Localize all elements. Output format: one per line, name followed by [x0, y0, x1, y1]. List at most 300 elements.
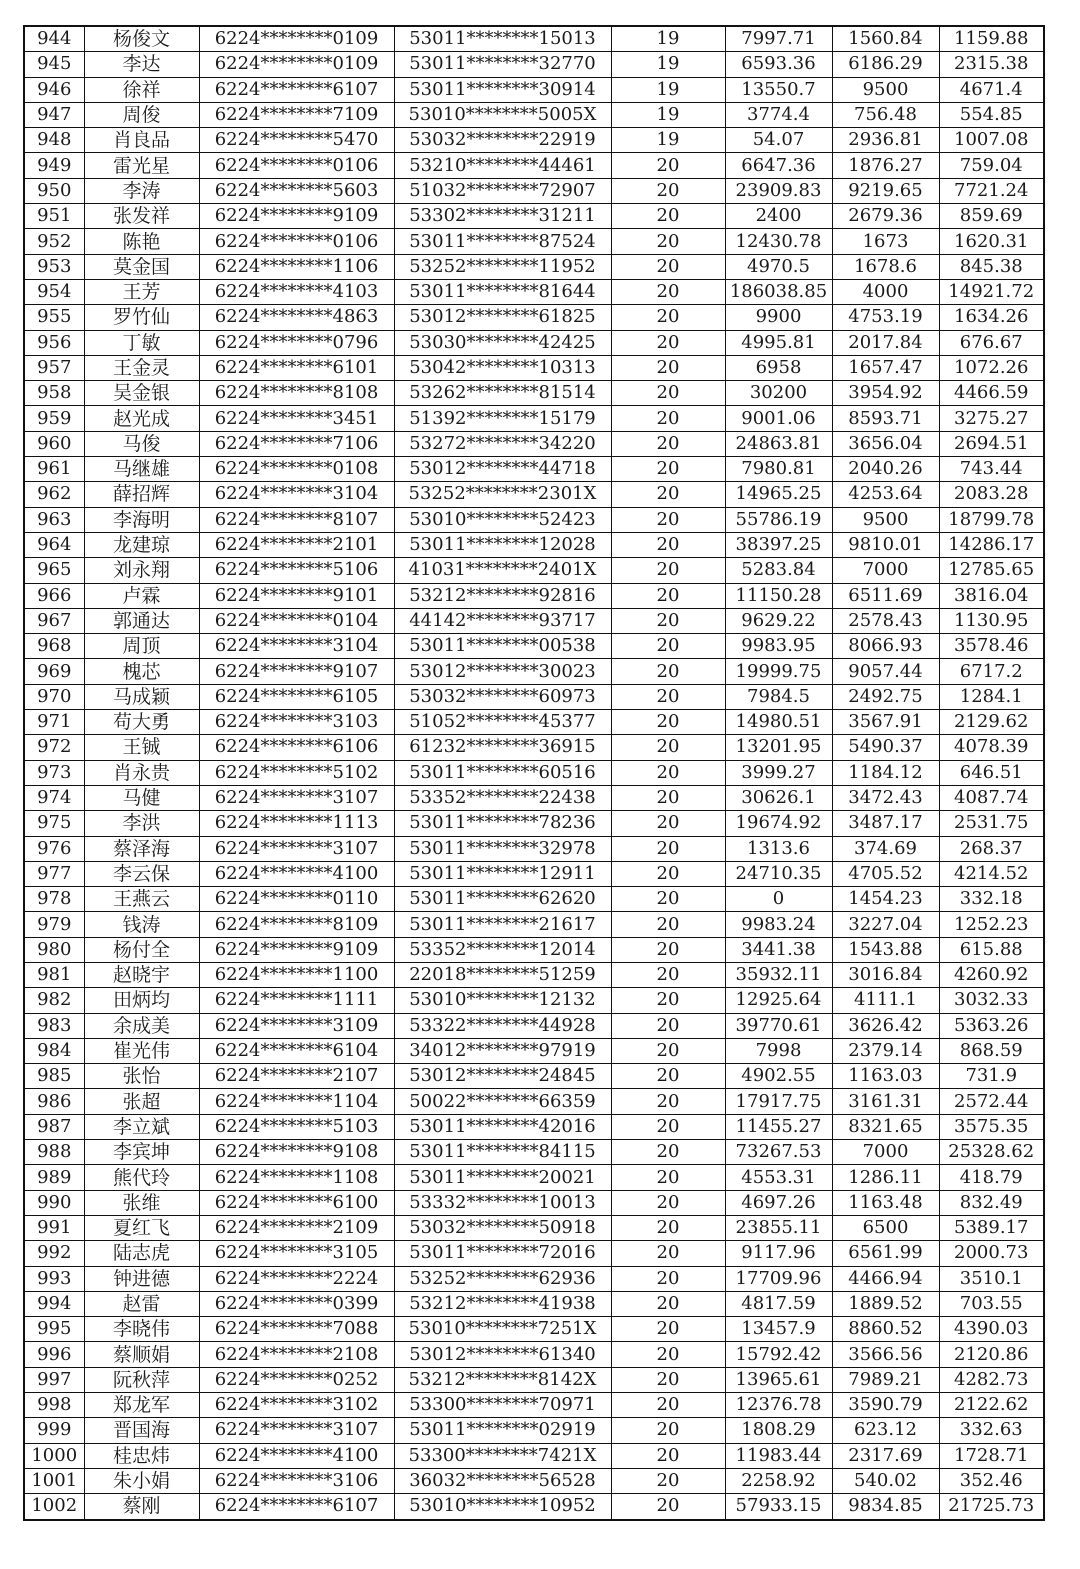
cell-count: 20: [611, 1165, 725, 1190]
cell-amount-1: 35932.11: [725, 962, 832, 987]
cell-id-number: 53032********50918: [394, 1215, 611, 1240]
cell-amount-3: 554.85: [939, 102, 1044, 127]
cell-name: 桂忠炜: [84, 1443, 199, 1468]
cell-amount-2: 3590.79: [832, 1393, 939, 1418]
cell-name: 阮秋萍: [84, 1367, 199, 1392]
cell-id-number: 53252********2301X: [394, 482, 611, 507]
cell-count: 20: [611, 355, 725, 380]
cell-row-number: 968: [24, 634, 84, 659]
cell-amount-1: 4902.55: [725, 1064, 832, 1089]
table-row: [24, 811, 1044, 836]
cell-amount-3: 3032.33: [939, 988, 1044, 1013]
table-row: [24, 1418, 1044, 1443]
cell-amount-3: 5363.26: [939, 1013, 1044, 1038]
cell-amount-1: 11150.28: [725, 583, 832, 608]
cell-amount-1: 9983.95: [725, 634, 832, 659]
cell-amount-1: 14980.51: [725, 710, 832, 735]
cell-name: 苟大勇: [84, 710, 199, 735]
cell-count: 20: [611, 330, 725, 355]
cell-count: 20: [611, 887, 725, 912]
cell-row-number: 946: [24, 77, 84, 102]
cell-amount-2: 1184.12: [832, 760, 939, 785]
cell-count: 20: [611, 229, 725, 254]
cell-amount-3: 4282.73: [939, 1367, 1044, 1392]
cell-count: 20: [611, 1013, 725, 1038]
cell-bank-card: 6224********3107: [199, 1418, 394, 1443]
cell-bank-card: 6224********4103: [199, 279, 394, 304]
cell-amount-3: 859.69: [939, 204, 1044, 229]
cell-id-number: 51052********45377: [394, 710, 611, 735]
cell-amount-2: 374.69: [832, 836, 939, 861]
cell-amount-1: 38397.25: [725, 532, 832, 557]
cell-amount-1: 57933.15: [725, 1494, 832, 1520]
cell-id-number: 53030********42425: [394, 330, 611, 355]
cell-id-number: 51032********72907: [394, 178, 611, 203]
cell-id-number: 53011********15013: [394, 26, 611, 52]
cell-bank-card: 6224********7109: [199, 102, 394, 127]
cell-bank-card: 6224********6100: [199, 1190, 394, 1215]
cell-amount-2: 9219.65: [832, 178, 939, 203]
cell-row-number: 980: [24, 937, 84, 962]
cell-amount-2: 1560.84: [832, 26, 939, 52]
cell-name: 崔光伟: [84, 1038, 199, 1063]
cell-amount-3: 1072.26: [939, 355, 1044, 380]
cell-bank-card: 6224********9109: [199, 204, 394, 229]
cell-count: 20: [611, 178, 725, 203]
cell-id-number: 53012********44718: [394, 457, 611, 482]
cell-amount-3: 1007.08: [939, 128, 1044, 153]
cell-amount-3: 25328.62: [939, 1140, 1044, 1165]
cell-id-number: 53032********60973: [394, 684, 611, 709]
cell-name: 李云保: [84, 861, 199, 886]
cell-amount-1: 11455.27: [725, 1114, 832, 1139]
cell-amount-2: 8321.65: [832, 1114, 939, 1139]
cell-amount-2: 5490.37: [832, 735, 939, 760]
cell-row-number: 997: [24, 1367, 84, 1392]
cell-bank-card: 6224********3102: [199, 1393, 394, 1418]
cell-bank-card: 6224********5102: [199, 760, 394, 785]
cell-amount-1: 23855.11: [725, 1215, 832, 1240]
cell-count: 20: [611, 1215, 725, 1240]
cell-name: 肖永贵: [84, 760, 199, 785]
cell-amount-3: 14921.72: [939, 279, 1044, 304]
cell-bank-card: 6224********1104: [199, 1089, 394, 1114]
cell-amount-1: 4817.59: [725, 1291, 832, 1316]
cell-amount-2: 4753.19: [832, 305, 939, 330]
cell-amount-2: 3487.17: [832, 811, 939, 836]
cell-amount-1: 24863.81: [725, 431, 832, 456]
cell-amount-3: 3816.04: [939, 583, 1044, 608]
table-row: [24, 735, 1044, 760]
table-row: [24, 710, 1044, 735]
cell-amount-1: 54.07: [725, 128, 832, 153]
cell-amount-3: 3275.27: [939, 406, 1044, 431]
cell-id-number: 53011********81644: [394, 279, 611, 304]
cell-amount-3: 845.38: [939, 254, 1044, 279]
cell-amount-1: 5283.84: [725, 558, 832, 583]
cell-amount-2: 1543.88: [832, 937, 939, 962]
cell-amount-3: 2129.62: [939, 710, 1044, 735]
cell-name: 杨俊文: [84, 26, 199, 52]
table-row: [24, 1393, 1044, 1418]
cell-amount-3: 1634.26: [939, 305, 1044, 330]
cell-amount-3: 4078.39: [939, 735, 1044, 760]
cell-amount-2: 8860.52: [832, 1317, 939, 1342]
cell-id-number: 53352********22438: [394, 785, 611, 810]
cell-id-number: 53011********00538: [394, 634, 611, 659]
cell-name: 卢霖: [84, 583, 199, 608]
cell-name: 周俊: [84, 102, 199, 127]
cell-id-number: 53011********78236: [394, 811, 611, 836]
cell-bank-card: 6224********8108: [199, 381, 394, 406]
cell-amount-3: 703.55: [939, 1291, 1044, 1316]
cell-id-number: 53012********24845: [394, 1064, 611, 1089]
cell-amount-1: 7984.5: [725, 684, 832, 709]
cell-amount-3: 4466.59: [939, 381, 1044, 406]
cell-amount-2: 9834.85: [832, 1494, 939, 1520]
cell-amount-3: 2122.62: [939, 1393, 1044, 1418]
cell-id-number: 53042********10313: [394, 355, 611, 380]
cell-amount-2: 3656.04: [832, 431, 939, 456]
cell-amount-3: 7721.24: [939, 178, 1044, 203]
cell-bank-card: 6224********9108: [199, 1140, 394, 1165]
table-row: [24, 887, 1044, 912]
table-row: [24, 1443, 1044, 1468]
cell-bank-card: 6224********3107: [199, 836, 394, 861]
cell-amount-1: 6593.36: [725, 52, 832, 77]
cell-bank-card: 6224********2224: [199, 1266, 394, 1291]
cell-amount-1: 2400: [725, 204, 832, 229]
cell-name: 夏红飞: [84, 1215, 199, 1240]
cell-row-number: 947: [24, 102, 84, 127]
cell-name: 李达: [84, 52, 199, 77]
cell-id-number: 53212********41938: [394, 1291, 611, 1316]
cell-count: 20: [611, 381, 725, 406]
table-row: [24, 1241, 1044, 1266]
table-row: [24, 1038, 1044, 1063]
cell-row-number: 982: [24, 988, 84, 1013]
cell-amount-2: 4000: [832, 279, 939, 304]
cell-id-number: 53032********22919: [394, 128, 611, 153]
cell-amount-3: 743.44: [939, 457, 1044, 482]
cell-amount-2: 7989.21: [832, 1367, 939, 1392]
cell-amount-2: 1163.48: [832, 1190, 939, 1215]
cell-id-number: 53011********12911: [394, 861, 611, 886]
cell-bank-card: 6224********2107: [199, 1064, 394, 1089]
cell-row-number: 977: [24, 861, 84, 886]
cell-bank-card: 6224********8107: [199, 507, 394, 532]
cell-amount-1: 0: [725, 887, 832, 912]
cell-count: 20: [611, 1190, 725, 1215]
cell-row-number: 949: [24, 153, 84, 178]
cell-amount-1: 14965.25: [725, 482, 832, 507]
cell-id-number: 53010********52423: [394, 507, 611, 532]
cell-amount-3: 4390.03: [939, 1317, 1044, 1342]
cell-count: 20: [611, 204, 725, 229]
cell-row-number: 978: [24, 887, 84, 912]
cell-bank-card: 6224********2101: [199, 532, 394, 557]
cell-amount-1: 13201.95: [725, 735, 832, 760]
cell-id-number: 36032********56528: [394, 1468, 611, 1493]
cell-id-number: 53322********44928: [394, 1013, 611, 1038]
cell-id-number: 53352********12014: [394, 937, 611, 962]
cell-bank-card: 6224********3104: [199, 634, 394, 659]
cell-count: 20: [611, 406, 725, 431]
cell-bank-card: 6224********9109: [199, 937, 394, 962]
cell-amount-3: 646.51: [939, 760, 1044, 785]
cell-amount-2: 7000: [832, 1140, 939, 1165]
cell-name: 王金灵: [84, 355, 199, 380]
cell-bank-card: 6224********1100: [199, 962, 394, 987]
cell-amount-1: 6958: [725, 355, 832, 380]
cell-amount-1: 3774.4: [725, 102, 832, 127]
cell-bank-card: 6224********2109: [199, 1215, 394, 1240]
cell-amount-2: 623.12: [832, 1418, 939, 1443]
cell-count: 20: [611, 305, 725, 330]
cell-amount-3: 4214.52: [939, 861, 1044, 886]
cell-name: 莫金国: [84, 254, 199, 279]
cell-amount-1: 4697.26: [725, 1190, 832, 1215]
cell-amount-1: 23909.83: [725, 178, 832, 203]
cell-row-number: 971: [24, 710, 84, 735]
cell-count: 20: [611, 1140, 725, 1165]
table-row: [24, 634, 1044, 659]
cell-name: 徐祥: [84, 77, 199, 102]
cell-name: 晋国海: [84, 1418, 199, 1443]
cell-amount-2: 2040.26: [832, 457, 939, 482]
cell-row-number: 963: [24, 507, 84, 532]
cell-amount-1: 19674.92: [725, 811, 832, 836]
cell-name: 槐芯: [84, 659, 199, 684]
table-row: [24, 457, 1044, 482]
cell-name: 张超: [84, 1089, 199, 1114]
table-row: [24, 52, 1044, 77]
cell-count: 20: [611, 1064, 725, 1089]
cell-amount-2: 9500: [832, 507, 939, 532]
cell-id-number: 53011********21617: [394, 912, 611, 937]
cell-name: 赵光成: [84, 406, 199, 431]
cell-row-number: 958: [24, 381, 84, 406]
cell-count: 20: [611, 457, 725, 482]
cell-bank-card: 6224********1108: [199, 1165, 394, 1190]
table-row: [24, 1140, 1044, 1165]
data-table: [23, 25, 1045, 1521]
cell-amount-1: 9900: [725, 305, 832, 330]
cell-amount-3: 418.79: [939, 1165, 1044, 1190]
cell-id-number: 44142********93717: [394, 608, 611, 633]
cell-row-number: 975: [24, 811, 84, 836]
cell-bank-card: 6224********0108: [199, 457, 394, 482]
cell-id-number: 53011********42016: [394, 1114, 611, 1139]
cell-row-number: 999: [24, 1418, 84, 1443]
table-row: [24, 608, 1044, 633]
cell-amount-2: 540.02: [832, 1468, 939, 1493]
cell-amount-1: 4995.81: [725, 330, 832, 355]
cell-count: 20: [611, 1114, 725, 1139]
cell-id-number: 53011********84115: [394, 1140, 611, 1165]
cell-bank-card: 6224********0104: [199, 608, 394, 633]
table-row: [24, 305, 1044, 330]
cell-name: 蔡刚: [84, 1494, 199, 1520]
cell-bank-card: 6224********7106: [199, 431, 394, 456]
cell-id-number: 53332********10013: [394, 1190, 611, 1215]
cell-id-number: 53011********32978: [394, 836, 611, 861]
cell-bank-card: 6224********6106: [199, 735, 394, 760]
cell-count: 20: [611, 153, 725, 178]
cell-id-number: 53302********31211: [394, 204, 611, 229]
cell-bank-card: 6224********4100: [199, 1443, 394, 1468]
table-row: [24, 684, 1044, 709]
cell-row-number: 969: [24, 659, 84, 684]
cell-name: 田炳均: [84, 988, 199, 1013]
cell-amount-3: 676.67: [939, 330, 1044, 355]
table-row: [24, 760, 1044, 785]
table-row: [24, 836, 1044, 861]
cell-count: 20: [611, 1367, 725, 1392]
table-row: [24, 1317, 1044, 1342]
table-row: [24, 102, 1044, 127]
cell-bank-card: 6224********5603: [199, 178, 394, 203]
cell-amount-3: 1284.1: [939, 684, 1044, 709]
cell-row-number: 981: [24, 962, 84, 987]
cell-bank-card: 6224********0106: [199, 153, 394, 178]
cell-row-number: 993: [24, 1266, 84, 1291]
cell-amount-3: 5389.17: [939, 1215, 1044, 1240]
cell-row-number: 964: [24, 532, 84, 557]
cell-amount-1: 17917.75: [725, 1089, 832, 1114]
cell-name: 钱涛: [84, 912, 199, 937]
cell-amount-2: 3954.92: [832, 381, 939, 406]
cell-amount-2: 3161.31: [832, 1089, 939, 1114]
cell-count: 20: [611, 1468, 725, 1493]
cell-name: 蔡顺娟: [84, 1342, 199, 1367]
cell-amount-2: 4253.64: [832, 482, 939, 507]
cell-row-number: 1001: [24, 1468, 84, 1493]
cell-row-number: 948: [24, 128, 84, 153]
cell-bank-card: 6224********3451: [199, 406, 394, 431]
cell-amount-3: 12785.65: [939, 558, 1044, 583]
cell-amount-3: 832.49: [939, 1190, 1044, 1215]
table-row: [24, 330, 1044, 355]
cell-bank-card: 6224********1111: [199, 988, 394, 1013]
cell-row-number: 944: [24, 26, 84, 52]
cell-name: 郑龙军: [84, 1393, 199, 1418]
cell-amount-1: 13457.9: [725, 1317, 832, 1342]
cell-amount-3: 615.88: [939, 937, 1044, 962]
table-row: [24, 482, 1044, 507]
cell-row-number: 965: [24, 558, 84, 583]
cell-row-number: 986: [24, 1089, 84, 1114]
cell-amount-2: 2936.81: [832, 128, 939, 153]
table-row: [24, 937, 1044, 962]
cell-bank-card: 6224********1106: [199, 254, 394, 279]
cell-id-number: 53012********30023: [394, 659, 611, 684]
cell-row-number: 979: [24, 912, 84, 937]
cell-amount-1: 3999.27: [725, 760, 832, 785]
cell-name: 朱小娟: [84, 1468, 199, 1493]
table-row: [24, 1013, 1044, 1038]
cell-id-number: 53212********8142X: [394, 1367, 611, 1392]
cell-count: 20: [611, 431, 725, 456]
table-row: [24, 583, 1044, 608]
cell-name: 马俊: [84, 431, 199, 456]
cell-row-number: 952: [24, 229, 84, 254]
cell-row-number: 960: [24, 431, 84, 456]
cell-count: 20: [611, 659, 725, 684]
cell-row-number: 983: [24, 1013, 84, 1038]
cell-amount-1: 1313.6: [725, 836, 832, 861]
cell-amount-2: 3626.42: [832, 1013, 939, 1038]
cell-name: 刘永翔: [84, 558, 199, 583]
cell-amount-1: 55786.19: [725, 507, 832, 532]
cell-amount-1: 24710.35: [725, 861, 832, 886]
cell-id-number: 50022********66359: [394, 1089, 611, 1114]
cell-bank-card: 6224********0796: [199, 330, 394, 355]
cell-id-number: 53252********62936: [394, 1266, 611, 1291]
cell-amount-1: 30626.1: [725, 785, 832, 810]
cell-count: 20: [611, 1342, 725, 1367]
cell-bank-card: 6224********3109: [199, 1013, 394, 1038]
cell-count: 20: [611, 912, 725, 937]
cell-row-number: 956: [24, 330, 84, 355]
cell-amount-3: 3578.46: [939, 634, 1044, 659]
cell-count: 20: [611, 785, 725, 810]
cell-count: 20: [611, 1393, 725, 1418]
cell-amount-3: 2315.38: [939, 52, 1044, 77]
cell-amount-1: 1808.29: [725, 1418, 832, 1443]
cell-amount-2: 9810.01: [832, 532, 939, 557]
cell-name: 罗竹仙: [84, 305, 199, 330]
table-row: [24, 1468, 1044, 1493]
cell-amount-2: 3472.43: [832, 785, 939, 810]
cell-row-number: 991: [24, 1215, 84, 1240]
cell-row-number: 951: [24, 204, 84, 229]
cell-amount-3: 6717.2: [939, 659, 1044, 684]
cell-name: 陈艳: [84, 229, 199, 254]
cell-bank-card: 6224********4100: [199, 861, 394, 886]
table-row: [24, 558, 1044, 583]
table-row: [24, 1367, 1044, 1392]
table-row: [24, 128, 1044, 153]
cell-row-number: 976: [24, 836, 84, 861]
table-row: [24, 1494, 1044, 1520]
cell-bank-card: 6224********0106: [199, 229, 394, 254]
cell-row-number: 990: [24, 1190, 84, 1215]
cell-name: 周顶: [84, 634, 199, 659]
table-row: [24, 1089, 1044, 1114]
table-row: [24, 77, 1044, 102]
cell-name: 熊代玲: [84, 1165, 199, 1190]
cell-count: 20: [611, 937, 725, 962]
cell-id-number: 53252********11952: [394, 254, 611, 279]
cell-amount-1: 7980.81: [725, 457, 832, 482]
cell-count: 20: [611, 1317, 725, 1342]
cell-amount-1: 19999.75: [725, 659, 832, 684]
cell-name: 吴金银: [84, 381, 199, 406]
cell-bank-card: 6224********3107: [199, 785, 394, 810]
cell-name: 马成颖: [84, 684, 199, 709]
cell-row-number: 967: [24, 608, 84, 633]
cell-row-number: 954: [24, 279, 84, 304]
cell-bank-card: 6224********7088: [199, 1317, 394, 1342]
cell-count: 20: [611, 532, 725, 557]
cell-amount-3: 14286.17: [939, 532, 1044, 557]
cell-amount-2: 9057.44: [832, 659, 939, 684]
cell-amount-1: 6647.36: [725, 153, 832, 178]
cell-name: 钟进德: [84, 1266, 199, 1291]
cell-count: 20: [611, 608, 725, 633]
cell-name: 李晓伟: [84, 1317, 199, 1342]
